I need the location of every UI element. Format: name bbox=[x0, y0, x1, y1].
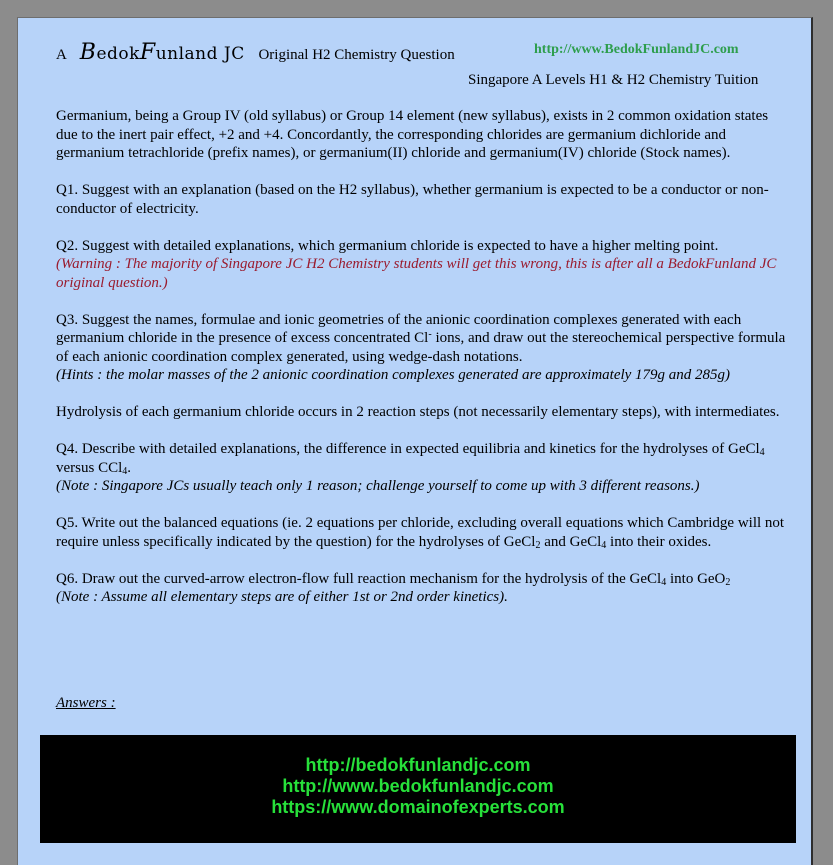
question-body bbox=[56, 107, 791, 625]
subscript: 2 bbox=[725, 576, 731, 588]
header-suffix: Original H2 Chemistry Question bbox=[258, 47, 455, 63]
question-3-hint: (Hints : the molar masses of the 2 anionic coordination complexes generated are approximately 179g and 285g) bbox=[56, 367, 731, 383]
question-4-text-a: Q4. Describe with detailed explanations, the difference in expected equilibria and kinetics for the hydrolyses of GeCl bbox=[56, 441, 760, 457]
footer-links-box bbox=[40, 735, 796, 843]
question-6 bbox=[56, 570, 791, 607]
header-url-link[interactable]: http://www.BedokFunlandJC.com bbox=[534, 42, 739, 57]
question-4-text-b: versus CCl bbox=[56, 459, 123, 476]
hydrolysis-paragraph: Hydrolysis of each germanium chloride occurs in 2 reaction steps (not necessarily elementary steps), with intermediates. bbox=[56, 404, 780, 420]
chloride-charge: - bbox=[428, 329, 432, 340]
question-6-note: (Note : Assume all elementary steps are of either 1st or 2nd order kinetics). bbox=[56, 589, 508, 605]
question-5-text-c: into their oxides. bbox=[606, 533, 712, 550]
question-3-text-b: ions, and draw out the stereochemical perspective formula of each anionic coordination complex generated, using wedge-dash notations. bbox=[56, 330, 786, 365]
question-4 bbox=[56, 440, 791, 496]
question-2-warning: (Warning : The majority of Singapore JC H2 Chemistry students will get this wrong, this is after all a BedokFunland JC original question.) bbox=[56, 256, 777, 291]
question-6-text-b: into GeO bbox=[666, 570, 726, 587]
question-4-note: (Note : Singapore JCs usually teach only 1 reason; challenge yourself to come up with 3 different reasons.) bbox=[56, 478, 700, 494]
header-subtitle: Singapore A Levels H1 & H2 Chemistry Tuition bbox=[468, 72, 759, 88]
header-title bbox=[56, 40, 455, 65]
question-5-text-b: and GeCl bbox=[540, 533, 602, 550]
question-2 bbox=[56, 237, 791, 293]
intro-paragraph: Germanium, being a Group IV (old syllabus) or Group 14 element (new syllabus), exists in 2 common oxidation states due to the inert pair effect, +2 and +4. Concordantly, the corresponding chlorides are germanium dichloride and germanium tetrachloride (prefix names), or germanium(II) chloride and germanium(IV) chloride (Stock names). bbox=[56, 108, 769, 161]
question-3-text-a: Q3. Suggest the names, formulae and ionic geometries of the anionic coordination complexes generated with each germanium chloride in the presence of excess concentrated Cl bbox=[56, 311, 742, 346]
header-prefix: A bbox=[56, 47, 67, 63]
question-6-text-a: Q6. Draw out the curved-arrow electron-flow full reaction mechanism for the hydrolysis of the GeCl bbox=[56, 570, 662, 587]
question-4-text-c: . bbox=[127, 459, 132, 476]
footer-link-domainofexperts[interactable]: https://www.domainofexperts.com bbox=[271, 797, 565, 817]
question-3 bbox=[56, 311, 791, 385]
brand-logo: BedokFunland JC bbox=[79, 40, 245, 65]
question-5 bbox=[56, 514, 791, 551]
document-page bbox=[17, 17, 813, 865]
question-1: Q1. Suggest with an explanation (based on the H2 syllabus), whether germanium is expected to be a conductor or non-conductor of electricity. bbox=[56, 182, 769, 217]
subscript: 2 bbox=[535, 539, 541, 551]
subscript: 4 bbox=[759, 447, 765, 458]
answers-label: Answers : bbox=[56, 695, 116, 711]
question-5-text-a: Q5. Write out the balanced equations (ie. 2 equations per chloride, excluding overall equations which Cambridge will not require unless specifically indicated by the question) for the hydrolyses of GeCl bbox=[56, 515, 785, 550]
footer-link-bedokfunlandjc[interactable]: http://bedokfunlandjc.com bbox=[305, 755, 531, 775]
subscript: 4 bbox=[601, 539, 607, 551]
question-2-text: Q2. Suggest with detailed explanations, which germanium chloride is expected to have a higher melting point. bbox=[56, 237, 719, 254]
footer-link-www-bedokfunlandjc[interactable]: http://www.bedokfunlandjc.com bbox=[282, 776, 554, 796]
subscript: 4 bbox=[661, 576, 667, 588]
subscript: 4 bbox=[122, 465, 128, 477]
